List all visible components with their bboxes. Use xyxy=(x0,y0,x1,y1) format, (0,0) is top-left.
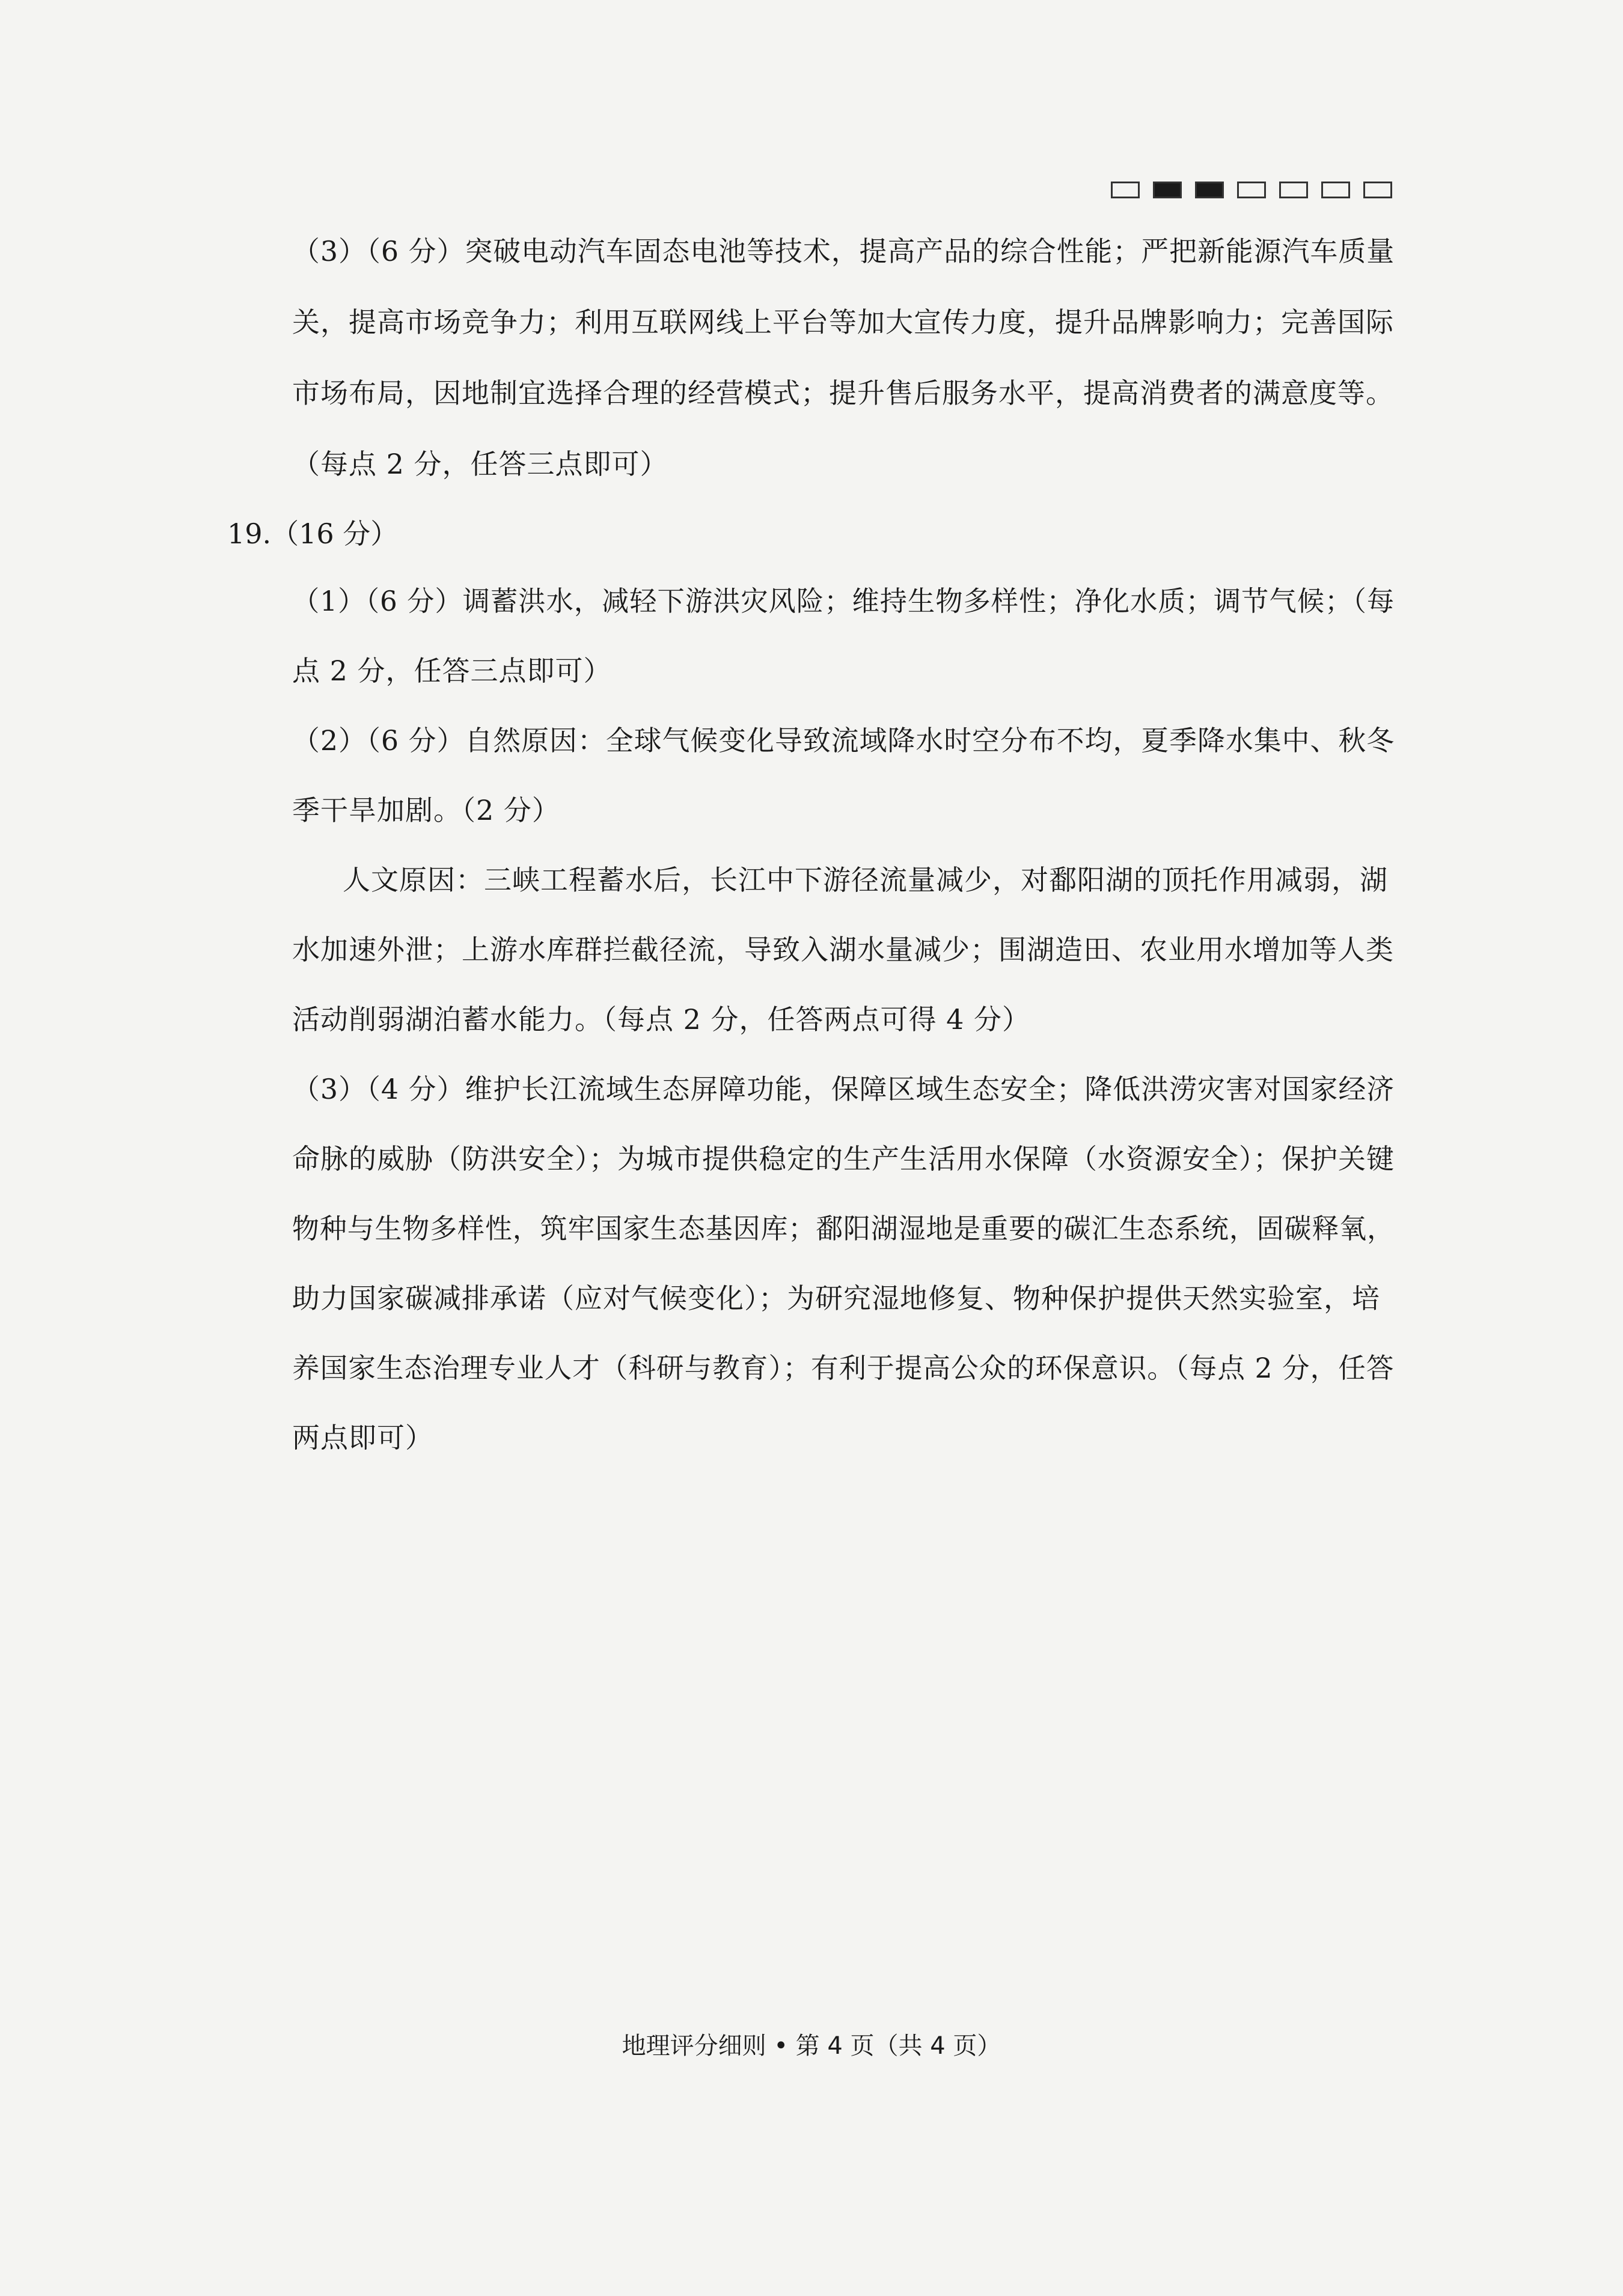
text-line: 助力国家碳减排承诺（应对气候变化）；为研究湿地修复、物种保护提供天然实验室，培 xyxy=(292,1282,1380,1314)
text-line: 市场布局，因地制宜选择合理的经营模式；提升售后服务水平，提高消费者的满意度等。 xyxy=(292,377,1394,409)
progress-mark-2 xyxy=(1153,182,1182,198)
text-line: 点 2 分，任答三点即可） xyxy=(292,655,612,687)
page-footer: 地理评分细则 • 第 4 页（共 4 页） xyxy=(622,2032,1001,2060)
progress-mark-7 xyxy=(1363,182,1392,198)
text-line: 季干旱加剧。（2 分） xyxy=(292,794,560,826)
text-line: 水加速外泄；上游水库群拦截径流，导致入湖水量减少；围湖造田、农业用水增加等人类 xyxy=(292,933,1394,966)
text-line: 物种与生物多样性，筑牢国家生态基因库；鄱阳湖湿地是重要的碳汇生态系统，固碳释氧， xyxy=(292,1212,1395,1245)
text-line: 养国家生态治理专业人才（科研与教育）；有利于提高公众的环保意识。（每点 2 分，任答 xyxy=(292,1352,1395,1384)
text-line: （3）（6 分）突破电动汽车固态电池等技术，提高产品的综合性能；严把新能源汽车质量 xyxy=(292,235,1395,267)
text-line: 命脉的威胁（防洪安全）；为城市提供稳定的生产生活用水保障（水资源安全）；保护关键 xyxy=(292,1143,1395,1175)
text-line: 关，提高市场竞争力；利用互联网线上平台等加大宣传力度，提升品牌影响力；完善国际 xyxy=(292,306,1394,338)
page-progress-marks xyxy=(1111,182,1392,198)
text-line: 人文原因：三峡工程蓄水后，长江中下游径流量减少，对鄱阳湖的顶托作用减弱，湖 xyxy=(343,864,1388,896)
text-line: （2）（6 分）自然原因：全球气候变化导致流域降水时空分布不均，夏季降水集中、秋冬 xyxy=(292,724,1395,757)
progress-mark-6 xyxy=(1321,182,1350,198)
text-line: 活动削弱湖泊蓄水能力。（每点 2 分，任答两点可得 4 分） xyxy=(292,1003,1031,1036)
progress-mark-1 xyxy=(1111,182,1140,198)
progress-mark-5 xyxy=(1279,182,1308,198)
progress-mark-3 xyxy=(1195,182,1224,198)
text-line: 两点即可） xyxy=(292,1421,433,1454)
q19-heading: 19.（16 分） xyxy=(227,518,399,550)
text-line: （每点 2 分，任答三点即可） xyxy=(292,448,668,480)
text-line: （3）（4 分）维护长江流域生态屏障功能，保障区域生态安全；降低洪涝灾害对国家经济 xyxy=(292,1073,1395,1105)
progress-mark-4 xyxy=(1237,182,1266,198)
text-line: （1）（6 分）调蓄洪水，减轻下游洪灾风险；维持生物多样性；净化水质；调节气候；（每 xyxy=(292,585,1395,617)
